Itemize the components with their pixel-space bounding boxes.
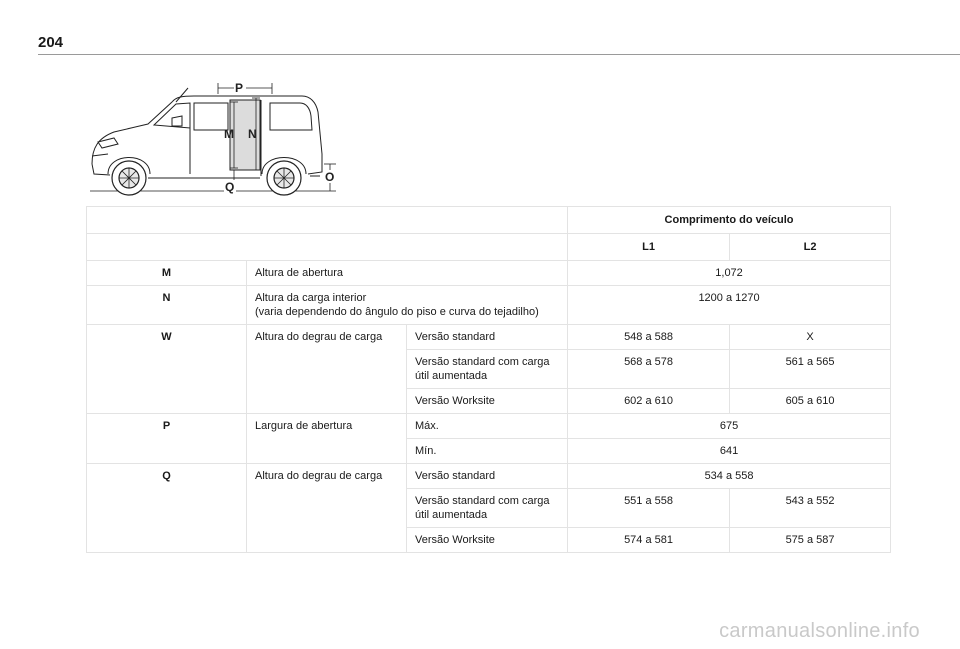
- row-code: M: [87, 261, 247, 286]
- row-description: [247, 286, 568, 325]
- dimensions-table: [86, 206, 891, 553]
- version-cell: Máx.: [407, 414, 568, 439]
- value-l2: 543 a 552: [730, 489, 891, 528]
- page-number: 204: [38, 34, 64, 51]
- version-cell: Versão standard: [407, 464, 568, 489]
- table-header-row: [87, 207, 891, 234]
- front-bumper: [92, 164, 110, 175]
- version-cell: Versão standard com carga útil aumentada: [407, 489, 568, 528]
- row-code: W: [87, 325, 247, 414]
- table-row: [87, 464, 891, 489]
- value-l1: 568 a 578: [568, 350, 730, 389]
- row-description: Largura de abertura: [247, 414, 407, 464]
- label-m: M: [224, 127, 234, 141]
- rear-window: [270, 103, 312, 130]
- version-cell: Versão Worksite: [407, 528, 568, 553]
- header-l1: L1: [568, 234, 730, 261]
- table-row: [87, 286, 891, 325]
- header-rule: [38, 54, 960, 55]
- value-l2: 561 a 565: [730, 350, 891, 389]
- van-dimension-diagram: [84, 78, 346, 198]
- label-q: Q: [225, 180, 235, 194]
- table-row: [87, 261, 891, 286]
- table-row: [87, 414, 891, 439]
- value-l1: 602 a 610: [568, 389, 730, 414]
- value-l2: 605 a 610: [730, 389, 891, 414]
- value-l2: 575 a 587: [730, 528, 891, 553]
- row-description: Altura do degrau de carga: [247, 464, 407, 553]
- row-value: 1,072: [568, 261, 891, 286]
- version-cell: Versão standard com carga útil aumentada: [407, 350, 568, 389]
- row-description: Altura do degrau de carga: [247, 325, 407, 414]
- value-l1: 548 a 588: [568, 325, 730, 350]
- row-value: 1200 a 1270: [568, 286, 891, 325]
- table-row: [87, 325, 891, 350]
- watermark: carmanualsonline.info: [719, 620, 920, 642]
- label-n: N: [248, 127, 257, 141]
- label-o: O: [325, 170, 335, 184]
- description-line: Altura da carga interior: [255, 292, 367, 304]
- value-l1: 574 a 581: [568, 528, 730, 553]
- version-cell: Mín.: [407, 439, 568, 464]
- description-note: (varia dependendo do ângulo do piso e curva do tejadilho): [255, 306, 539, 318]
- row-code: N: [87, 286, 247, 325]
- label-p: P: [235, 81, 244, 95]
- row-value: 641: [568, 439, 891, 464]
- row-description: Altura de abertura: [247, 261, 568, 286]
- row-code: P: [87, 414, 247, 464]
- row-value: 534 a 558: [568, 464, 891, 489]
- row-code: Q: [87, 464, 247, 553]
- value-l2: X: [730, 325, 891, 350]
- header-l2: L2: [730, 234, 891, 261]
- header-vehicle-length: Comprimento do veículo: [568, 207, 891, 234]
- row-value: 675: [568, 414, 891, 439]
- table-subheader-row: [87, 234, 891, 261]
- value-l1: 551 a 558: [568, 489, 730, 528]
- version-cell: Versão standard: [407, 325, 568, 350]
- version-cell: Versão Worksite: [407, 389, 568, 414]
